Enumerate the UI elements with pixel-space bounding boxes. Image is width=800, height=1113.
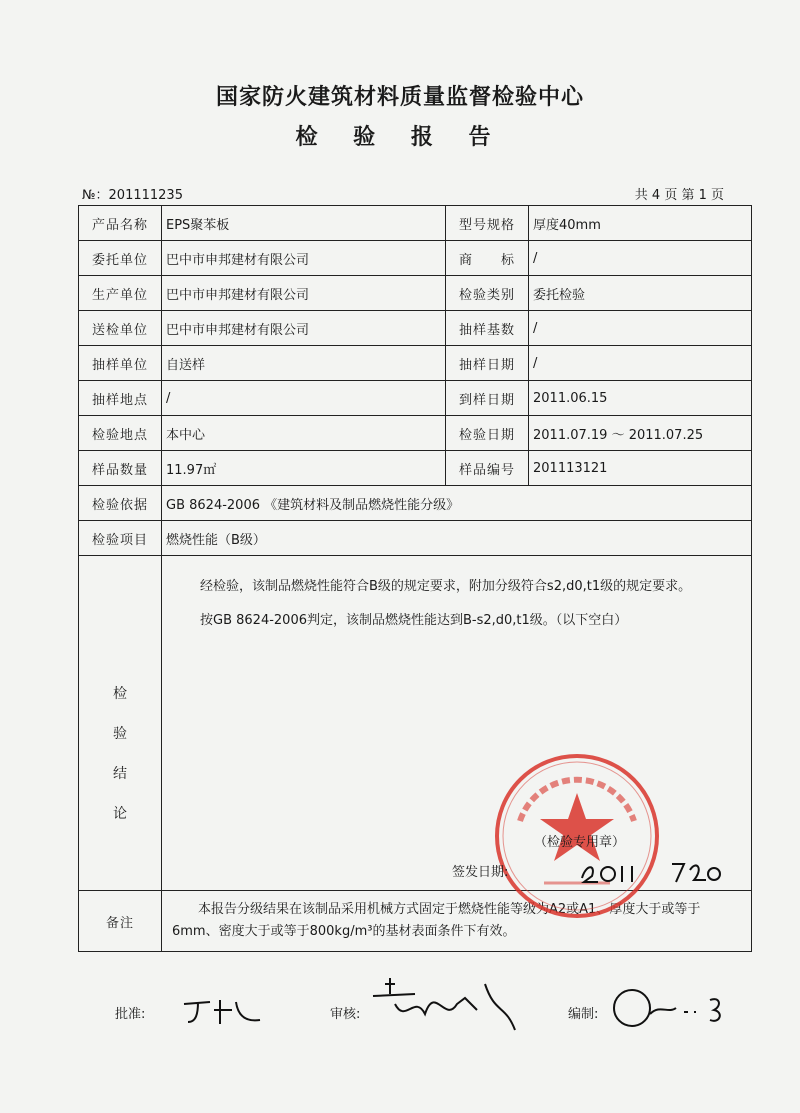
- product-name-value: EPS聚苯板: [162, 206, 446, 241]
- sample-quantity-value: 11.97㎡: [162, 451, 446, 486]
- test-place-value: 本中心: [162, 416, 446, 451]
- arrival-date-value: 2011.06.15: [529, 381, 752, 416]
- reviewer-label: 审核:: [330, 1007, 361, 1022]
- conclusion-label-char: 检: [113, 686, 127, 702]
- conclusion-content: [162, 556, 752, 891]
- conclusion-label: [79, 556, 162, 891]
- test-basis-label: 检验依据: [79, 486, 162, 521]
- conclusion-label-char: 验: [113, 726, 127, 742]
- compiler-label: 编制:: [568, 1007, 599, 1022]
- sender-value: 巴中市申邦建材有限公司: [162, 311, 446, 346]
- table-row: [79, 311, 752, 346]
- test-date-value: 2011.07.19 ～ 2011.07.25: [529, 416, 752, 451]
- remarks-text: 本报告分级结果在该制品采用机械方式固定于燃烧性能等级为A2或A1、厚度大于或等于6mm、密度大于或等于800kg/m³的基材表面条件下有效。: [162, 891, 752, 952]
- sampling-date-value: /: [529, 346, 752, 381]
- client-value: 巴中市申邦建材有限公司: [162, 241, 446, 276]
- report-organization-title: 国家防火建筑材料质量监督检验中心: [215, 85, 584, 110]
- report-title: 检 验 报 告: [295, 125, 505, 150]
- approver-label: 批准:: [115, 1007, 146, 1022]
- sender-label: 送检单位: [79, 311, 162, 346]
- issue-date-label: 签发日期:: [452, 865, 509, 880]
- sampler-label: 抽样单位: [79, 346, 162, 381]
- compiler-signature: [610, 984, 740, 1034]
- table-row: [79, 451, 752, 486]
- sampling-place-value: /: [162, 381, 446, 416]
- test-date-label: 检验日期: [446, 416, 529, 451]
- manufacturer-label: 生产单位: [79, 276, 162, 311]
- trademark-label: 商 标: [446, 241, 529, 276]
- conclusion-judgement: 按GB 8624-2006判定，该制品燃烧性能达到B-s2,d0,t1级。（以下空白）: [200, 613, 628, 628]
- conclusion-label-char: 结: [113, 766, 127, 782]
- model-spec-value: 厚度40mm: [529, 206, 752, 241]
- table-row: [79, 346, 752, 381]
- product-name-label: 产品名称: [79, 206, 162, 241]
- reviewer-signature: [365, 974, 535, 1034]
- signature-row: [0, 1000, 800, 1040]
- model-spec-label: 型号规格: [446, 206, 529, 241]
- sampling-date-label: 抽样日期: [446, 346, 529, 381]
- conclusion-paragraph: 经检验，该制品燃烧性能符合B级的规定要求，附加分级符合s2,d0,t1级的规定要求。: [200, 579, 692, 594]
- table-row: [79, 206, 752, 241]
- sampling-base-label: 抽样基数: [446, 311, 529, 346]
- remarks-label: 备注: [79, 891, 162, 952]
- test-type-label: 检验类别: [446, 276, 529, 311]
- client-label: 委托单位: [79, 241, 162, 276]
- approver-signature: [180, 994, 270, 1028]
- conclusion-label-char: 论: [113, 806, 127, 822]
- arrival-date-label: 到样日期: [446, 381, 529, 416]
- table-row: [79, 276, 752, 311]
- sampling-base-value: /: [529, 311, 752, 346]
- report-table: [78, 205, 752, 952]
- sampler-value: 自送样: [162, 346, 446, 381]
- conclusion-row: [79, 556, 752, 891]
- handwritten-issue-date: [562, 856, 732, 886]
- report-number: №：201111235: [82, 188, 183, 203]
- table-row: [79, 241, 752, 276]
- test-basis-value: GB 8624-2006 《建筑材料及制品燃烧性能分级》: [162, 486, 752, 521]
- test-place-label: 检验地点: [79, 416, 162, 451]
- test-item-value: 燃烧性能（B级）: [162, 521, 752, 556]
- seal-caption: （检验专用章）: [534, 835, 626, 850]
- table-row: [79, 486, 752, 521]
- sampling-place-label: 抽样地点: [79, 381, 162, 416]
- sample-number-value: 201113121: [529, 451, 752, 486]
- test-type-value: 委托检验: [529, 276, 752, 311]
- test-item-label: 检验项目: [79, 521, 162, 556]
- sample-quantity-label: 样品数量: [79, 451, 162, 486]
- page-info: 共 4 页 第 1 页: [634, 188, 724, 203]
- table-row: [79, 521, 752, 556]
- trademark-value: /: [529, 241, 752, 276]
- manufacturer-value: 巴中市申邦建材有限公司: [162, 276, 446, 311]
- table-row: [79, 381, 752, 416]
- sample-number-label: 样品编号: [446, 451, 529, 486]
- table-row: [79, 416, 752, 451]
